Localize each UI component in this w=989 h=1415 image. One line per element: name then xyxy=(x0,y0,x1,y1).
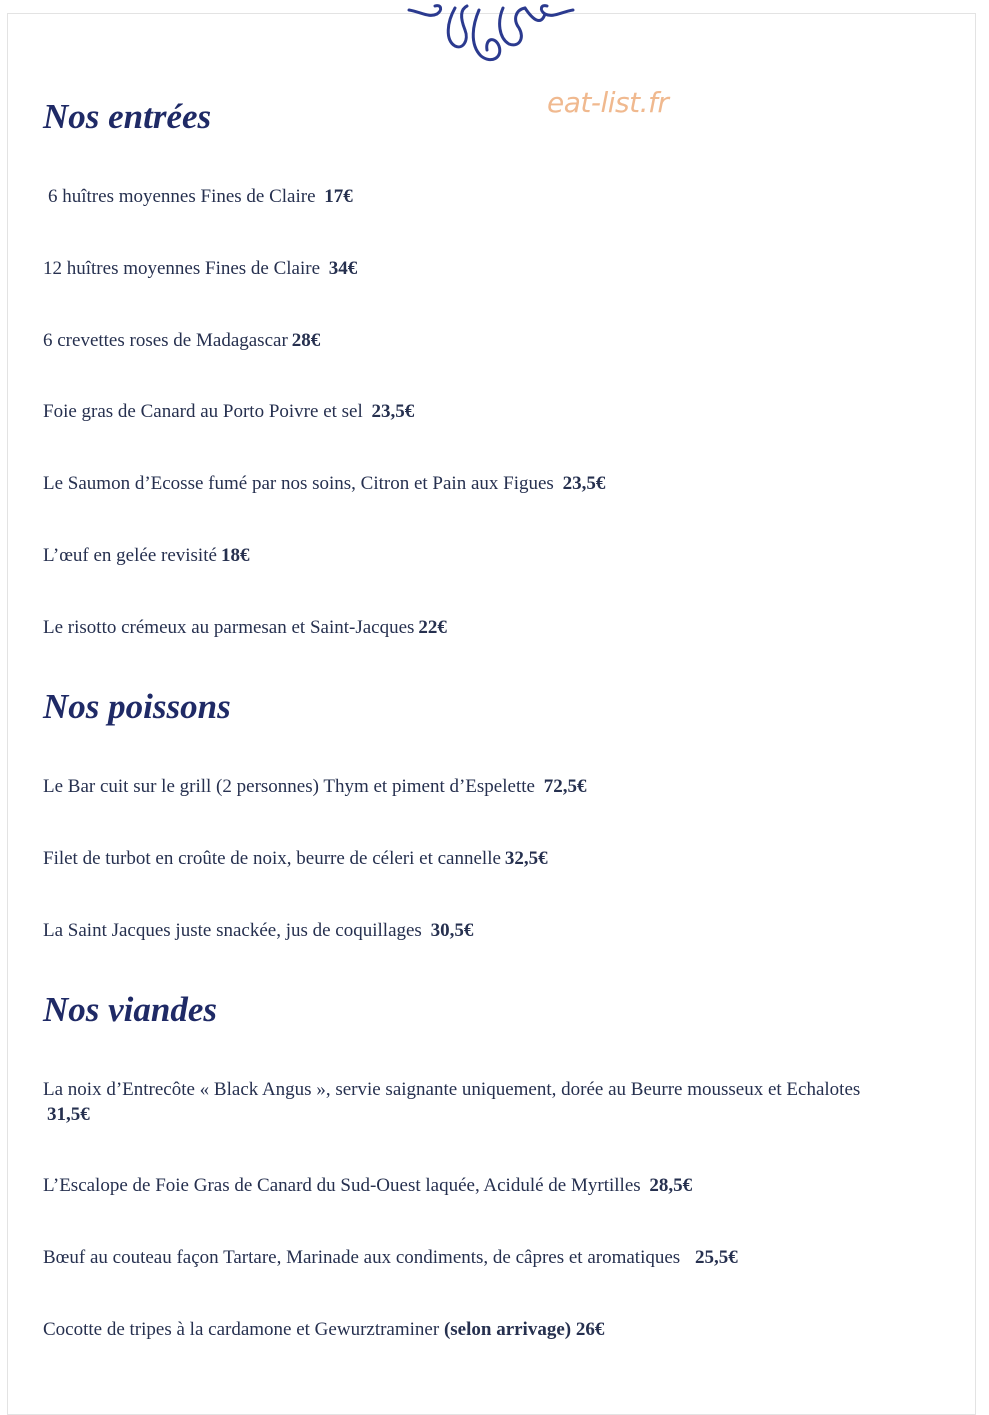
item-price: 28,5€ xyxy=(649,1175,693,1196)
menu-item xyxy=(43,256,893,281)
menu-item xyxy=(43,399,893,424)
watermark-text: eat-list.fr xyxy=(547,86,669,119)
section-title-viandes: Nos viandes xyxy=(43,990,218,1029)
menu-item xyxy=(43,846,893,871)
item-name: Foie gras de Canard au Porto Poivre et sel xyxy=(43,401,363,422)
item-name: Le Saumon d’Ecosse fumé par nos soins, Citron et Pain aux Figues xyxy=(43,473,554,494)
section-title-entrees: Nos entrées xyxy=(43,97,212,136)
item-price: 18€ xyxy=(220,545,250,566)
menu-item xyxy=(43,328,893,353)
item-price: 30,5€ xyxy=(430,920,474,941)
item-name: La Saint Jacques juste snackée, jus de coquillages xyxy=(43,920,422,941)
item-price: 28€ xyxy=(291,330,321,351)
item-price: 23,5€ xyxy=(562,473,606,494)
item-name: 6 crevettes roses de Madagascar xyxy=(43,330,288,351)
menu-item xyxy=(43,1077,893,1127)
item-name: Cocotte de tripes à la cardamone et Gewurztraminer xyxy=(43,1319,440,1340)
item-price: 25,5€ xyxy=(694,1247,738,1268)
menu-item xyxy=(43,774,893,799)
item-name: La noix d’Entrecôte « Black Angus », servie saignante uniquement, dorée au Beurre mousseux et Echalotes xyxy=(43,1079,861,1100)
item-price: 22€ xyxy=(418,617,447,638)
menu-item xyxy=(48,184,898,209)
item-name: 6 huîtres moyennes Fines de Claire xyxy=(48,186,316,207)
flourish-ornament-icon xyxy=(407,0,575,70)
item-price: 31,5€ xyxy=(47,1104,90,1125)
item-price: 32,5€ xyxy=(504,848,548,869)
item-name: L’œuf en gelée revisité xyxy=(43,545,217,566)
item-name: Le risotto crémeux au parmesan et Saint-Jacques xyxy=(43,617,415,638)
item-name: L’Escalope de Foie Gras de Canard du Sud-Ouest laquée, Acidulé de Myrtilles xyxy=(43,1175,641,1196)
menu-item xyxy=(43,918,893,943)
item-price: 23,5€ xyxy=(371,401,415,422)
section-title-poissons: Nos poissons xyxy=(43,687,231,726)
item-note: (selon arrivage) xyxy=(443,1319,572,1340)
menu-item xyxy=(43,543,893,568)
menu-item xyxy=(43,1245,893,1270)
menu-item xyxy=(43,1173,893,1198)
item-price: 34€ xyxy=(328,258,358,279)
item-price: 72,5€ xyxy=(543,776,587,797)
item-price: 26€ xyxy=(575,1319,605,1340)
menu-item xyxy=(43,1317,893,1342)
menu-item xyxy=(43,471,893,496)
item-name: Le Bar cuit sur le grill (2 personnes) Thym et piment d’Espelette xyxy=(43,776,535,797)
item-name: Filet de turbot en croûte de noix, beurre de céleri et cannelle xyxy=(43,848,501,869)
item-name: Bœuf au couteau façon Tartare, Marinade aux condiments, de câpres et aromatiques xyxy=(43,1247,681,1268)
item-name: 12 huîtres moyennes Fines de Claire xyxy=(43,258,321,279)
item-price: 17€ xyxy=(324,186,353,207)
menu-item xyxy=(43,615,893,640)
